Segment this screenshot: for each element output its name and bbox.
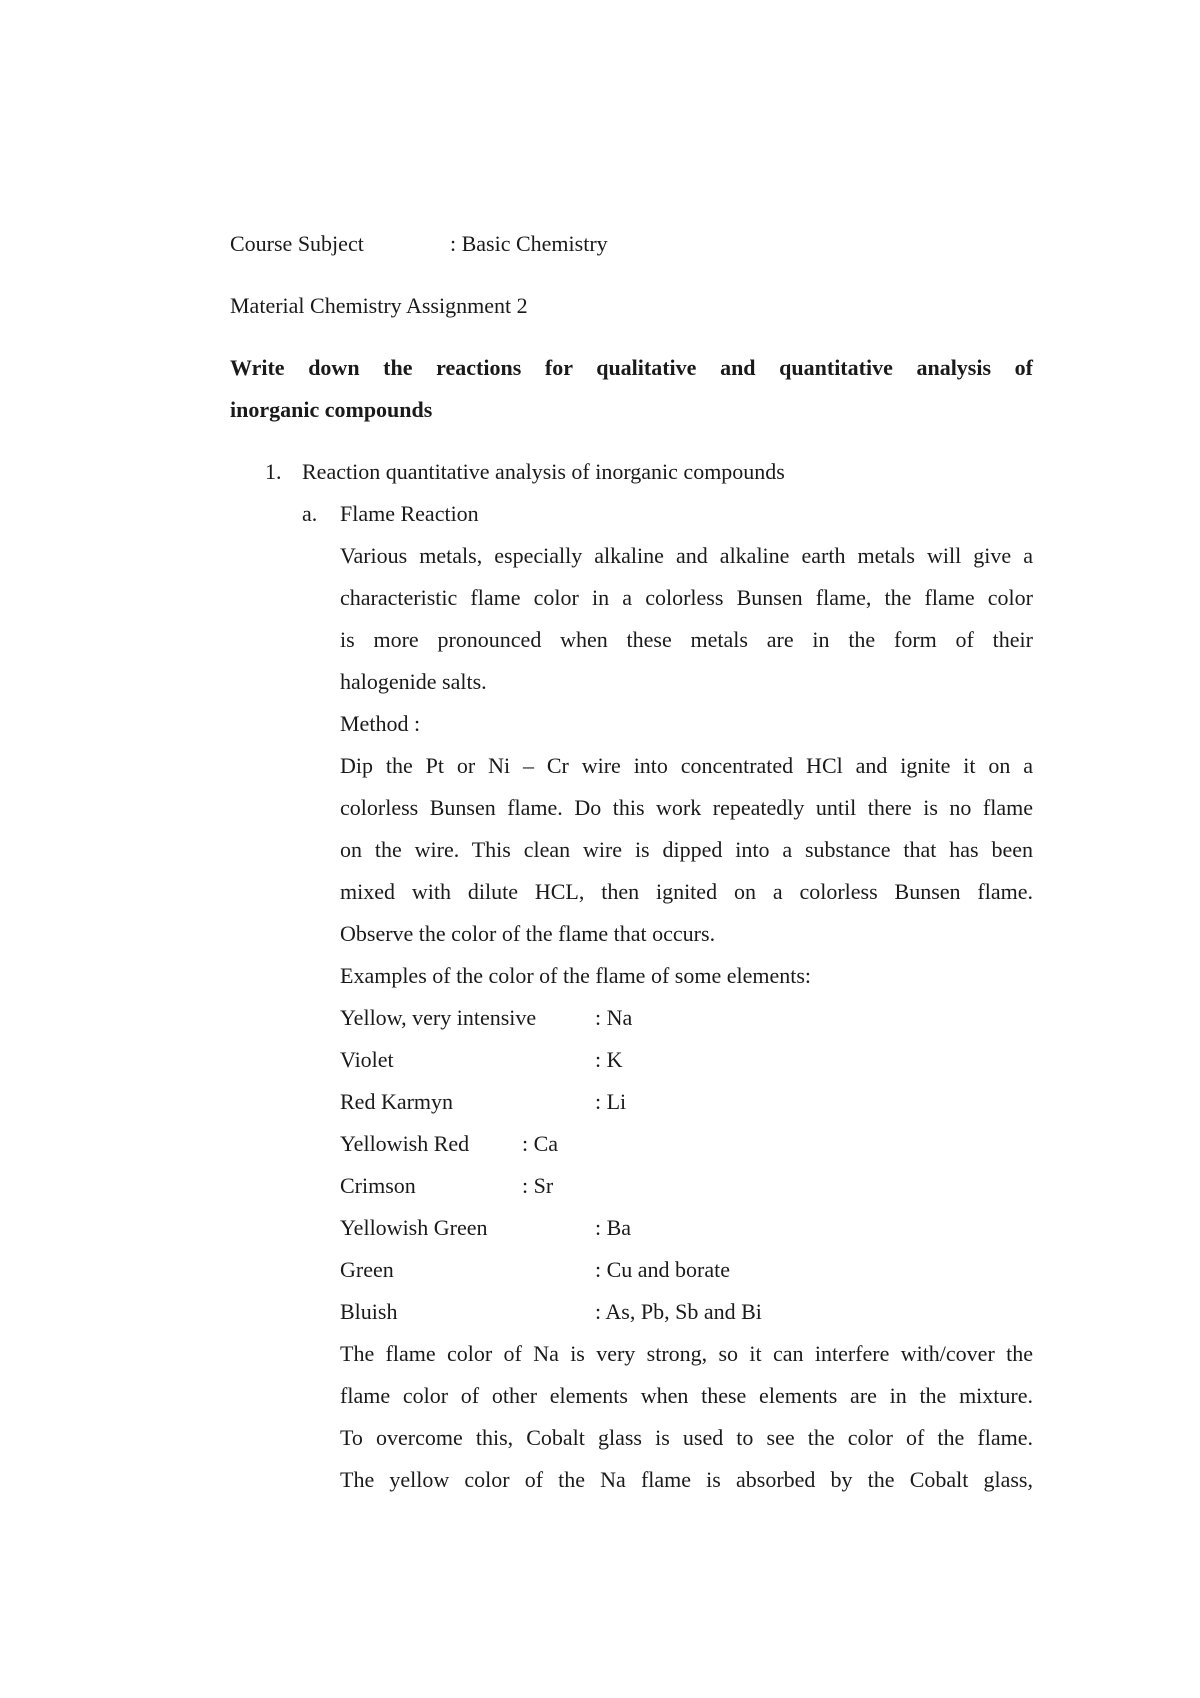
intro-line-2: characteristic flame color in a colorless Bunsen flame, the flame color (340, 585, 1033, 610)
flame-color-name: Crimson (340, 1173, 416, 1198)
method-label: Method : (340, 711, 421, 736)
flame-color-element: : Ca (522, 1131, 559, 1156)
list-number-1: 1. (265, 459, 282, 484)
flame-color-element: : Li (595, 1089, 627, 1114)
flame-color-name: Red Karmyn (340, 1089, 454, 1114)
question-heading-line-2: inorganic compounds (230, 397, 433, 422)
question-heading-line-1: Write down the reactions for qualitative and quantitative analysis of (230, 355, 1033, 380)
flame-color-name: Violet (340, 1047, 394, 1072)
flame-color-element: : Ba (595, 1215, 632, 1240)
intro-line-1: Various metals, especially alkaline and alkaline earth metals will give a (340, 543, 1033, 568)
closing-line-3: To overcome this, Cobalt glass is used to see the color of the flame. (340, 1425, 1033, 1450)
material-line: Material Chemistry Assignment 2 (230, 293, 528, 318)
closing-line-4: The yellow color of the Na flame is absorbed by the Cobalt glass, (340, 1467, 1033, 1492)
method-line-5: Observe the color of the flame that occurs. (340, 921, 716, 946)
flame-color-name: Yellowish Green (340, 1215, 488, 1240)
flame-color-element: : As, Pb, Sb and Bi (595, 1299, 762, 1324)
list-letter-a: a. (302, 501, 318, 526)
subsection-a-title: Flame Reaction (340, 501, 479, 526)
flame-color-name: Yellowish Red (340, 1131, 470, 1156)
method-line-1: Dip the Pt or Ni – Cr wire into concentrated HCl and ignite it on a (340, 753, 1033, 778)
flame-color-name: Green (340, 1257, 394, 1282)
flame-color-name: Bluish (340, 1299, 398, 1324)
flame-color-element: : Cu and borate (595, 1257, 731, 1282)
method-line-3: on the wire. This clean wire is dipped into a substance that has been (340, 837, 1033, 862)
course-subject-value: : Basic Chemistry (450, 231, 608, 256)
intro-line-3: is more pronounced when these metals are in the form of their (340, 627, 1033, 652)
closing-line-2: flame color of other elements when these elements are in the mixture. (340, 1383, 1033, 1408)
method-line-2: colorless Bunsen flame. Do this work repeatedly until there is no flame (340, 795, 1033, 820)
course-subject-label: Course Subject (230, 231, 364, 256)
flame-color-name: Yellow, very intensive (340, 1005, 537, 1030)
flame-color-element: : K (595, 1047, 623, 1072)
method-line-4: mixed with dilute HCL, then ignited on a colorless Bunsen flame. (340, 879, 1033, 904)
examples-intro: Examples of the color of the flame of some elements: (340, 963, 812, 988)
flame-color-element: : Sr (522, 1173, 554, 1198)
section-1-title: Reaction quantitative analysis of inorganic compounds (302, 459, 785, 484)
intro-line-4: halogenide salts. (340, 669, 487, 694)
closing-line-1: The flame color of Na is very strong, so it can interfere with/cover the (340, 1341, 1033, 1366)
flame-color-element: : Na (595, 1005, 633, 1030)
